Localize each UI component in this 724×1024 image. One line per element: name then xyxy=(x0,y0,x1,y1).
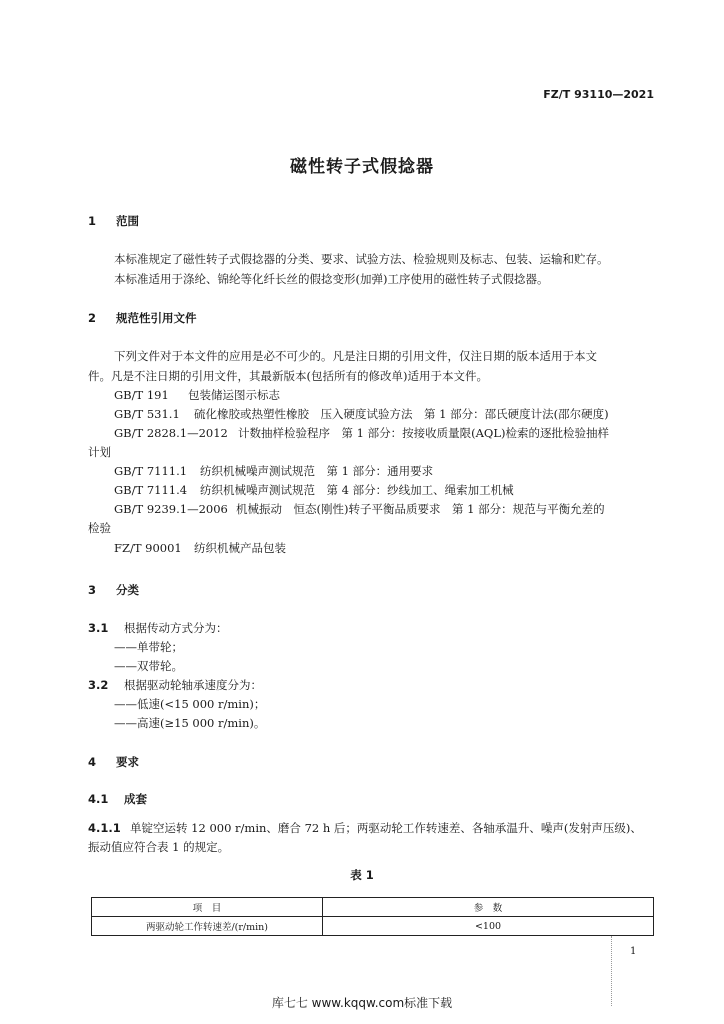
reference-item xyxy=(114,539,286,557)
reference-title: 机械振动 恒态(刚性)转子平衡品质要求 第 1 部分：规范与平衡允差的 xyxy=(236,502,605,516)
paragraph: 本标准规定了磁性转子式假捻器的分类、要求、试验方法、检验规则及标志、包装、运输和贮存。 xyxy=(114,252,609,266)
reference-item xyxy=(114,481,514,499)
reference-item xyxy=(114,424,609,442)
standard-code: FZ/T 93110—2021 xyxy=(543,88,654,101)
subsection-number: 3.2 xyxy=(88,678,109,692)
subsection-4-1-heading xyxy=(88,791,147,807)
reference-title: 纺织机械产品包装 xyxy=(194,541,286,555)
clause-4-1-1 xyxy=(88,819,642,837)
reference-continuation: 计划 xyxy=(88,445,111,459)
section-title: 分类 xyxy=(116,583,139,597)
table-1 xyxy=(91,897,654,936)
section-2-heading xyxy=(88,310,197,326)
section-number: 2 xyxy=(88,311,97,325)
subsection-3-2 xyxy=(88,676,262,694)
reference-item xyxy=(114,500,605,518)
reference-title: 纺织机械噪声测试规范 第 4 部分：纱线加工、绳索加工机械 xyxy=(200,483,514,497)
reference-item xyxy=(114,462,433,480)
clause-text: 单锭空运转 12 000 r/min、磨合 72 h 后；两驱动轮工作转速差、各轴承温升、噪声(发射声压级)、 xyxy=(130,821,642,835)
table-header-cell: 项 目 xyxy=(92,898,323,917)
subsection-title: 成套 xyxy=(124,792,147,806)
section-title: 要求 xyxy=(116,755,139,769)
section-3-heading xyxy=(88,582,139,598)
paragraph: 下列文件对于本文件的应用是必不可少的。凡是注日期的引用文件，仅注日期的版本适用于本文 xyxy=(114,349,597,363)
reference-title: 硫化橡胶或热塑性橡胶 压入硬度试验方法 第 1 部分：邵氏硬度计法(邵尔硬度) xyxy=(194,407,609,421)
table-row xyxy=(92,917,654,936)
reference-title: 纺织机械噪声测试规范 第 1 部分：通用要求 xyxy=(200,464,434,478)
reference-code: GB/T 191 xyxy=(114,388,169,402)
subsection-number: 3.1 xyxy=(88,621,109,635)
section-number: 4 xyxy=(88,755,97,769)
subsection-text: 根据传动方式分为： xyxy=(124,621,228,635)
reference-item xyxy=(114,405,609,423)
section-title: 范围 xyxy=(116,214,139,228)
clause-number: 4.1.1 xyxy=(88,821,121,835)
footer-watermark: 库七七 www.kqqw.com标准下载 xyxy=(271,996,453,1010)
subsection-number: 4.1 xyxy=(88,792,109,806)
table-cell: 两驱动轮工作转速差/(r/min) xyxy=(92,917,323,936)
section-title: 规范性引用文件 xyxy=(116,311,197,325)
reference-title: 计数抽样检验程序 第 1 部分：按接收质量限(AQL)检索的逐批检验抽样 xyxy=(238,426,609,440)
table-header-cell: 参 数 xyxy=(323,898,654,917)
subsection-text: 根据驱动轮轴承速度分为： xyxy=(124,678,262,692)
reference-code: FZ/T 90001 xyxy=(114,541,182,555)
reference-title: 包装储运图示标志 xyxy=(188,388,280,402)
reference-item xyxy=(114,386,280,404)
document-title: 磁性转子式假捻器 xyxy=(290,157,434,177)
list-item: ——单带轮； xyxy=(114,640,183,654)
list-item: ——双带轮。 xyxy=(114,659,183,673)
section-1-heading xyxy=(88,213,139,229)
table-caption: 表 1 xyxy=(350,868,374,882)
reference-code: GB/T 2828.1—2012 xyxy=(114,426,228,440)
clause-continuation: 振动值应符合表 1 的规定。 xyxy=(88,840,230,854)
section-number: 1 xyxy=(88,214,97,228)
list-item: ——高速(≥15 000 r/min)。 xyxy=(114,716,266,730)
subsection-3-1 xyxy=(88,619,228,637)
list-item: ——低速(<15 000 r/min)； xyxy=(114,697,266,711)
section-number: 3 xyxy=(88,583,97,597)
page-number: 1 xyxy=(630,946,637,957)
reference-code: GB/T 7111.4 xyxy=(114,483,188,497)
reference-code: GB/T 531.1 xyxy=(114,407,180,421)
reference-code: GB/T 9239.1—2006 xyxy=(114,502,228,516)
table-cell: <100 xyxy=(323,917,654,936)
reference-code: GB/T 7111.1 xyxy=(114,464,188,478)
table-header-row xyxy=(92,898,654,917)
paragraph: 件。凡是不注日期的引用文件，其最新版本(包括所有的修改单)适用于本文件。 xyxy=(88,369,488,383)
section-4-heading xyxy=(88,754,139,770)
reference-continuation: 检验 xyxy=(88,521,111,535)
paragraph: 本标准适用于涤纶、锦纶等化纤长丝的假捻变形(加弹)工序使用的磁性转子式假捻器。 xyxy=(114,272,549,286)
